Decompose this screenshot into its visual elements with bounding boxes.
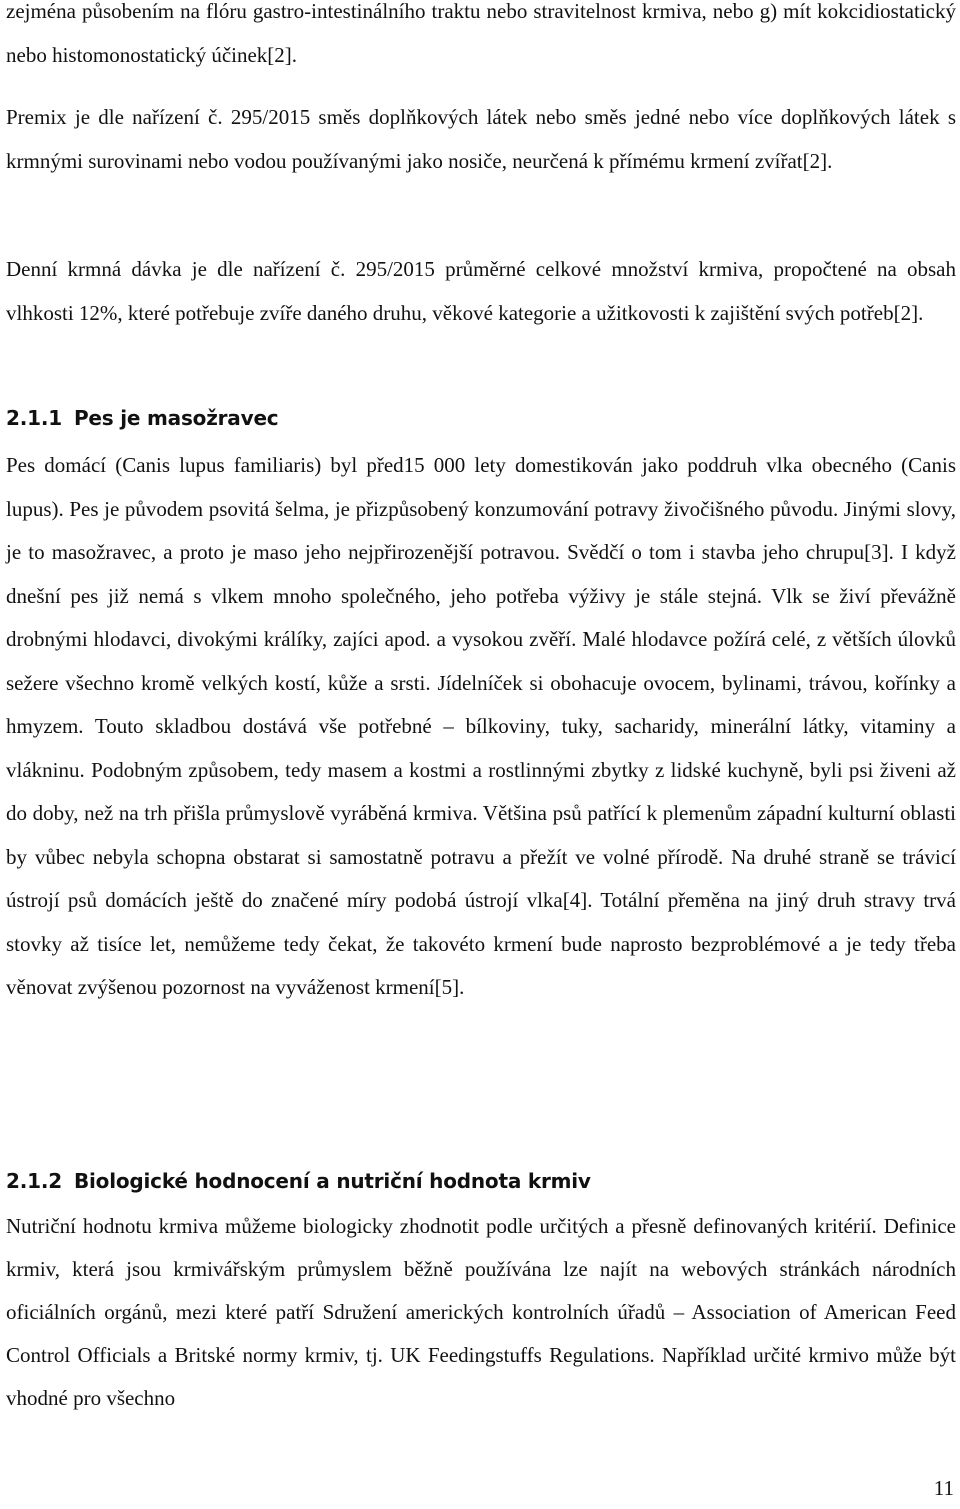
section-number: 2.1.1 bbox=[6, 406, 62, 430]
section-heading-biological-evaluation bbox=[6, 1169, 591, 1193]
paragraph-daily-ration-definition: Denní krmná dávka je dle nařízení č. 295/2015 průměrné celkové množství krmiva, propočtené na obsah vlhkosti 12%, které potřebuje zvíře daného druhu, věkové kategorie a užitkovosti k zajištění svých potřeb[2]. bbox=[6, 257, 956, 325]
section-title: Biologické hodnocení a nutriční hodnota krmiv bbox=[73, 1169, 591, 1193]
page-number: 11 bbox=[933, 1476, 954, 1500]
paragraph-feed-additive-effects: zejména působením na flóru gastro-intestinálního traktu nebo stravitelnost krmiva, nebo g) mít kokcidiostatický nebo histomonostatický účinek[2]. bbox=[6, 0, 956, 67]
section-heading-dog-carnivore bbox=[6, 406, 278, 430]
paragraph-nutritional-value: Nutriční hodnotu krmiva můžeme biologicky zhodnotit podle určitých a přesně definovaných kritérií. Definice krmiv, která jsou krmivářským průmyslem běžně používána lze najít na webových stránkách národních oficiálních orgánů, mezi které patří Sdružení amerických kontrolních úřadů – Association of American Feed Control Officials a Britské normy krmiv, tj. UK Feedingstuffs Regulations. Například určité krmivo může být vhodné pro všechno bbox=[6, 1214, 956, 1410]
paragraph-dog-carnivore: Pes domácí (Canis lupus familiaris) byl před15 000 lety domestikován jako poddruh vlka obecného (Canis lupus). Pes je původem psovitá šelma, je přizpůsobený konzumování potravy živočišného původu. Jinými slovy, je to masožravec, a proto je maso jeho nejpřirozenější potravou. Svědčí o tom i stavba jeho chrupu[3]. I když dnešní pes již nemá s vlkem mnoho společného, jeho potřeba výživy je stále stejná. Vlk se živí převážně drobnými hlodavci, divokými králíky, zajíci apod. a vysokou zvěří. Malé hlodavce požírá celé, z větších úlovků sežere všechno kromě velkých kostí, kůže a srsti. Jídelníček si obohacuje ovocem, bylinami, trávou, kořínky a hmyzem. Touto skladbou dostává vše potřebné – bílkoviny, tuky, sacharidy, minerální látky, vitaminy a vlákninu. Podobným způsobem, tedy masem a kostmi a rostlinnými zbytky z lidské kuchyně, byli psi živeni až do doby, než na trh přišla průmyslově vyráběná krmiva. Většina psů patřící k plemenům západní kulturní oblasti by vůbec nebyla schopna obstarat si samostatně potravu a přežít ve volné přírodě. Na druhé straně se trávicí ústrojí psů domácích ještě do značené míry podobá ústrojí vlka[4]. Totální přeměna na jiný druh stravy trvá stovky až tisíce let, nemůžeme tedy čekat, že takovéto krmení bude naprosto bezproblémové a je tedy třeba věnovat zvýšenou pozornost na vyváženost krmení[5]. bbox=[6, 453, 956, 999]
section-title: Pes je masožravec bbox=[73, 406, 279, 430]
paragraph-premix-definition: Premix je dle nařízení č. 295/2015 směs doplňkových látek nebo směs jedné nebo více doplňkových látek s krmnými surovinami nebo vodou používanými jako nosiče, neurčená k přímému krmení zvířat[2]. bbox=[6, 105, 956, 173]
section-number: 2.1.2 bbox=[6, 1169, 62, 1193]
